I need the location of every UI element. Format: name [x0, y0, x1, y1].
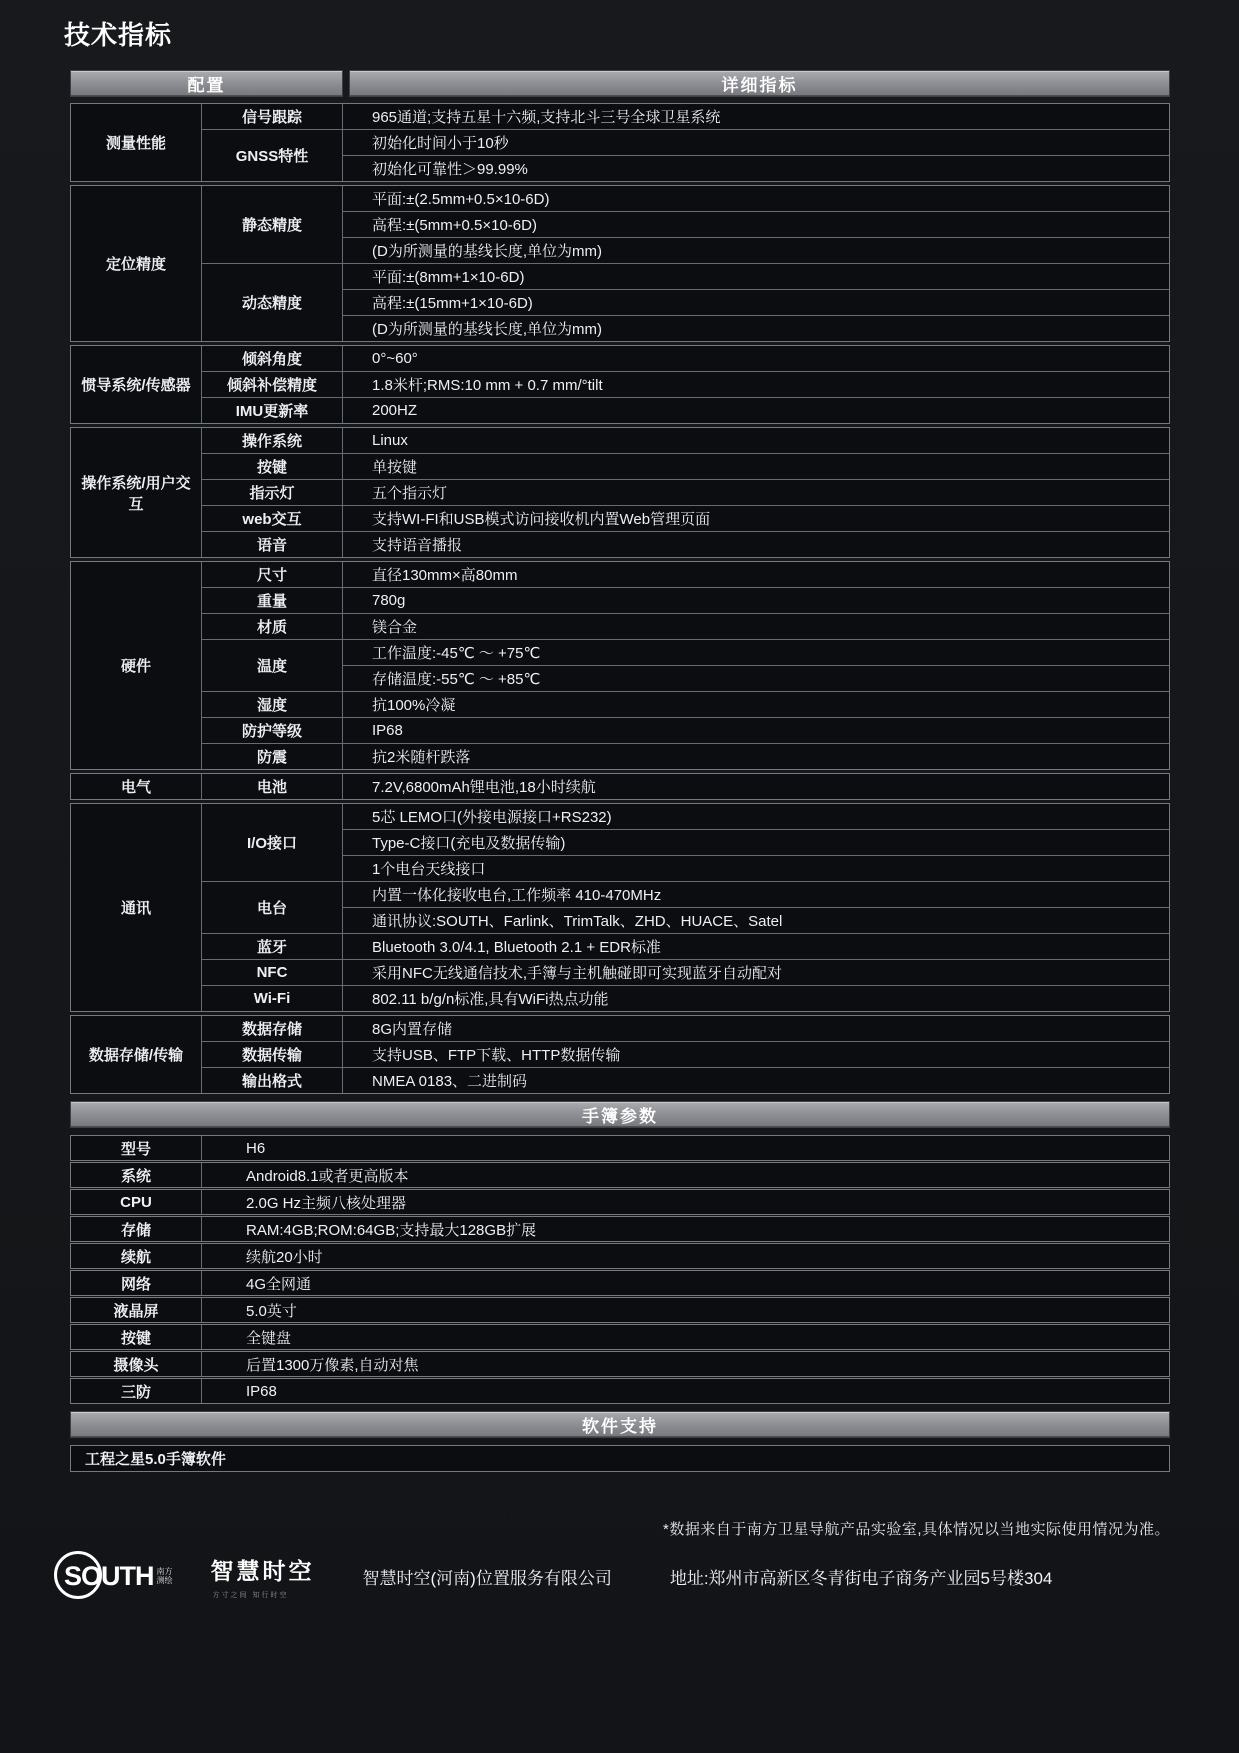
handheld-row [70, 1243, 1170, 1269]
software-section-header: 软件支持 [70, 1411, 1170, 1438]
handheld-row [70, 1297, 1170, 1323]
handheld-row-label: 摄像头 [71, 1352, 201, 1376]
handheld-row-label: 续航 [71, 1244, 201, 1268]
handheld-section-header: 手簿参数 [70, 1101, 1170, 1128]
value-cell: 工作温度:-45℃ ～ +75℃ [343, 640, 1169, 665]
category-cell: 定位精度 [71, 186, 201, 341]
subcategory-cell: 数据存储 [202, 1016, 342, 1041]
subcategory-cell: 指示灯 [202, 480, 342, 505]
handheld-table [70, 1135, 1170, 1404]
value-cell: 内置一体化接收电台,工作频率 410-470MHz [343, 882, 1169, 907]
subcategory-cell: 语音 [202, 532, 342, 557]
handheld-row-value: 2.0G Hz主频八核处理器 [202, 1190, 1169, 1214]
handheld-row-value: 5.0英寸 [202, 1298, 1169, 1322]
subcategory-cell: 材质 [202, 614, 342, 639]
subcategory-cell: 输出格式 [202, 1068, 342, 1093]
value-cell: 0°~60° [343, 346, 1169, 371]
subcategory-cell: 蓝牙 [202, 934, 342, 959]
subcategory-cell: web交互 [202, 506, 342, 531]
value-cell: 初始化时间小于10秒 [343, 130, 1169, 155]
brand-logo [211, 1553, 315, 1600]
subcategory-cell: Wi-Fi [202, 986, 342, 1011]
value-cell: 1个电台天线接口 [343, 856, 1169, 881]
value-cell: 镁合金 [343, 614, 1169, 639]
category-cell: 测量性能 [71, 104, 201, 181]
value-cell: 5芯 LEMO口(外接电源接口+RS232) [343, 804, 1169, 829]
handheld-row-value: RAM:4GB;ROM:64GB;支持最大128GB扩展 [202, 1217, 1169, 1241]
value-cell: 采用NFC无线通信技术,手簿与主机触碰即可实现蓝牙自动配对 [343, 960, 1169, 985]
subcategory-cell: 尺寸 [202, 562, 342, 587]
spec-section [70, 1015, 1170, 1094]
category-cell: 电气 [71, 774, 201, 799]
handheld-row-label: 网络 [71, 1271, 201, 1295]
handheld-row-value: 4G全网通 [202, 1271, 1169, 1295]
value-cell: Linux [343, 428, 1169, 453]
value-cell: Type-C接口(充电及数据传输) [343, 830, 1169, 855]
value-cell: 直径130mm×高80mm [343, 562, 1169, 587]
header-details: 详细指标 [349, 70, 1170, 97]
value-cell: 五个指示灯 [343, 480, 1169, 505]
value-cell: 通讯协议:SOUTH、Farlink、TrimTalk、ZHD、HUACE、Satel [343, 908, 1169, 933]
value-cell: 存储温度:-55℃ ～ +85℃ [343, 666, 1169, 691]
value-cell: 平面:±(8mm+1×10-6D) [343, 264, 1169, 289]
value-cell: 抗100%冷凝 [343, 692, 1169, 717]
main-table-header [70, 70, 1170, 97]
handheld-row-label: 三防 [71, 1379, 201, 1403]
page-title: 技术指标 [64, 20, 173, 50]
value-cell: 抗2米随杆跌落 [343, 744, 1169, 769]
subcategory-cell: 操作系统 [202, 428, 342, 453]
value-cell: 8G内置存储 [343, 1016, 1169, 1041]
subcategory-cell: 信号跟踪 [202, 104, 342, 129]
value-cell: 支持WI-FI和USB模式访问接收机内置Web管理页面 [343, 506, 1169, 531]
handheld-row-label: 按键 [71, 1325, 201, 1349]
category-cell: 数据存储/传输 [71, 1016, 201, 1093]
handheld-row [70, 1378, 1170, 1404]
value-cell: 7.2V,6800mAh锂电池,18小时续航 [343, 774, 1169, 799]
handheld-row-value: 后置1300万像素,自动对焦 [202, 1352, 1169, 1376]
subcategory-cell: 电台 [202, 882, 342, 933]
subcategory-cell: 湿度 [202, 692, 342, 717]
handheld-row-label: 型号 [71, 1136, 201, 1160]
value-cell: 965通道;支持五星十六频,支持北斗三号全球卫星系统 [343, 104, 1169, 129]
value-cell: IP68 [343, 718, 1169, 743]
brand-slogan: 方寸之间 知行时空 [212, 1591, 289, 1599]
handheld-row-label: 存储 [71, 1217, 201, 1241]
value-cell: (D为所测量的基线长度,单位为mm) [343, 238, 1169, 263]
handheld-row [70, 1162, 1170, 1188]
company-address: 地址:郑州市高新区冬青街电子商务产业园5号楼304 [669, 1568, 1053, 1588]
subcategory-cell: 温度 [202, 640, 342, 691]
value-cell: (D为所测量的基线长度,单位为mm) [343, 316, 1169, 341]
subcategory-cell: NFC [202, 960, 342, 985]
software-row-text: 工程之星5.0手簿软件 [85, 1451, 226, 1468]
header-config: 配置 [70, 70, 343, 97]
value-cell: 初始化可靠性＞99.99% [343, 156, 1169, 181]
value-cell: 支持USB、FTP下载、HTTP数据传输 [343, 1042, 1169, 1067]
spec-section [70, 185, 1170, 342]
south-logo-subtext: 南方 测绘 [156, 1567, 173, 1585]
handheld-row-value: 全键盘 [202, 1325, 1169, 1349]
handheld-row [70, 1135, 1170, 1161]
brand-name: 智慧时空 [210, 1557, 315, 1584]
subcategory-cell: I/O接口 [202, 804, 342, 881]
main-spec-table [70, 103, 1170, 1094]
subcategory-cell: 按键 [202, 454, 342, 479]
value-cell: 高程:±(15mm+1×10-6D) [343, 290, 1169, 315]
category-cell: 操作系统/用户交互 [71, 428, 201, 557]
south-logo-text: SOUTH [64, 1560, 154, 1591]
software-row [70, 1445, 1170, 1472]
value-cell: NMEA 0183、二进制码 [343, 1068, 1169, 1093]
value-cell: Bluetooth 3.0/4.1, Bluetooth 2.1 + EDR标准 [343, 934, 1169, 959]
spec-section [70, 561, 1170, 770]
page-footer [58, 1548, 1170, 1604]
subcategory-cell: 防震 [202, 744, 342, 769]
value-cell: 平面:±(2.5mm+0.5×10-6D) [343, 186, 1169, 211]
value-cell: 单按键 [343, 454, 1169, 479]
subcategory-cell: 倾斜角度 [202, 346, 342, 371]
handheld-row [70, 1270, 1170, 1296]
value-cell: 802.11 b/g/n标准,具有WiFi热点功能 [343, 986, 1169, 1011]
value-cell: 780g [343, 588, 1169, 613]
handheld-row [70, 1189, 1170, 1215]
handheld-row [70, 1324, 1170, 1350]
subcategory-cell: 静态精度 [202, 186, 342, 263]
category-cell: 通讯 [71, 804, 201, 1011]
spec-section [70, 345, 1170, 424]
category-cell: 惯导系统/传感器 [71, 346, 201, 423]
spec-section [70, 427, 1170, 558]
handheld-row-value: 续航20小时 [202, 1244, 1169, 1268]
handheld-row-value: IP68 [202, 1379, 1169, 1403]
footnote: *数据来自于南方卫星导航产品实验室,具体情况以当地实际使用情况为准。 [662, 1521, 1170, 1538]
handheld-row [70, 1216, 1170, 1242]
subcategory-cell: 防护等级 [202, 718, 342, 743]
subcategory-cell: GNSS特性 [202, 130, 342, 181]
subcategory-cell: 电池 [202, 774, 342, 799]
handheld-row-label: 液晶屏 [71, 1298, 201, 1322]
south-logo [58, 1548, 173, 1604]
subcategory-cell: 倾斜补偿精度 [202, 372, 342, 397]
subcategory-cell: 重量 [202, 588, 342, 613]
spec-section [70, 803, 1170, 1012]
subcategory-cell: IMU更新率 [202, 398, 342, 423]
subcategory-cell: 动态精度 [202, 264, 342, 341]
handheld-row-value: Android8.1或者更高版本 [202, 1163, 1169, 1187]
company-name: 智慧时空(河南)位置服务有限公司 [362, 1568, 612, 1588]
spec-section [70, 103, 1170, 182]
value-cell: 支持语音播报 [343, 532, 1169, 557]
handheld-row-label: 系统 [71, 1163, 201, 1187]
value-cell: 1.8米杆;RMS:10 mm + 0.7 mm/°tilt [343, 372, 1169, 397]
handheld-row [70, 1351, 1170, 1377]
handheld-row-label: CPU [71, 1190, 201, 1214]
handheld-row-value: H6 [202, 1136, 1169, 1160]
value-cell: 200HZ [343, 398, 1169, 423]
value-cell: 高程:±(5mm+0.5×10-6D) [343, 212, 1169, 237]
subcategory-cell: 数据传输 [202, 1042, 342, 1067]
category-cell: 硬件 [71, 562, 201, 769]
spec-section [70, 773, 1170, 800]
